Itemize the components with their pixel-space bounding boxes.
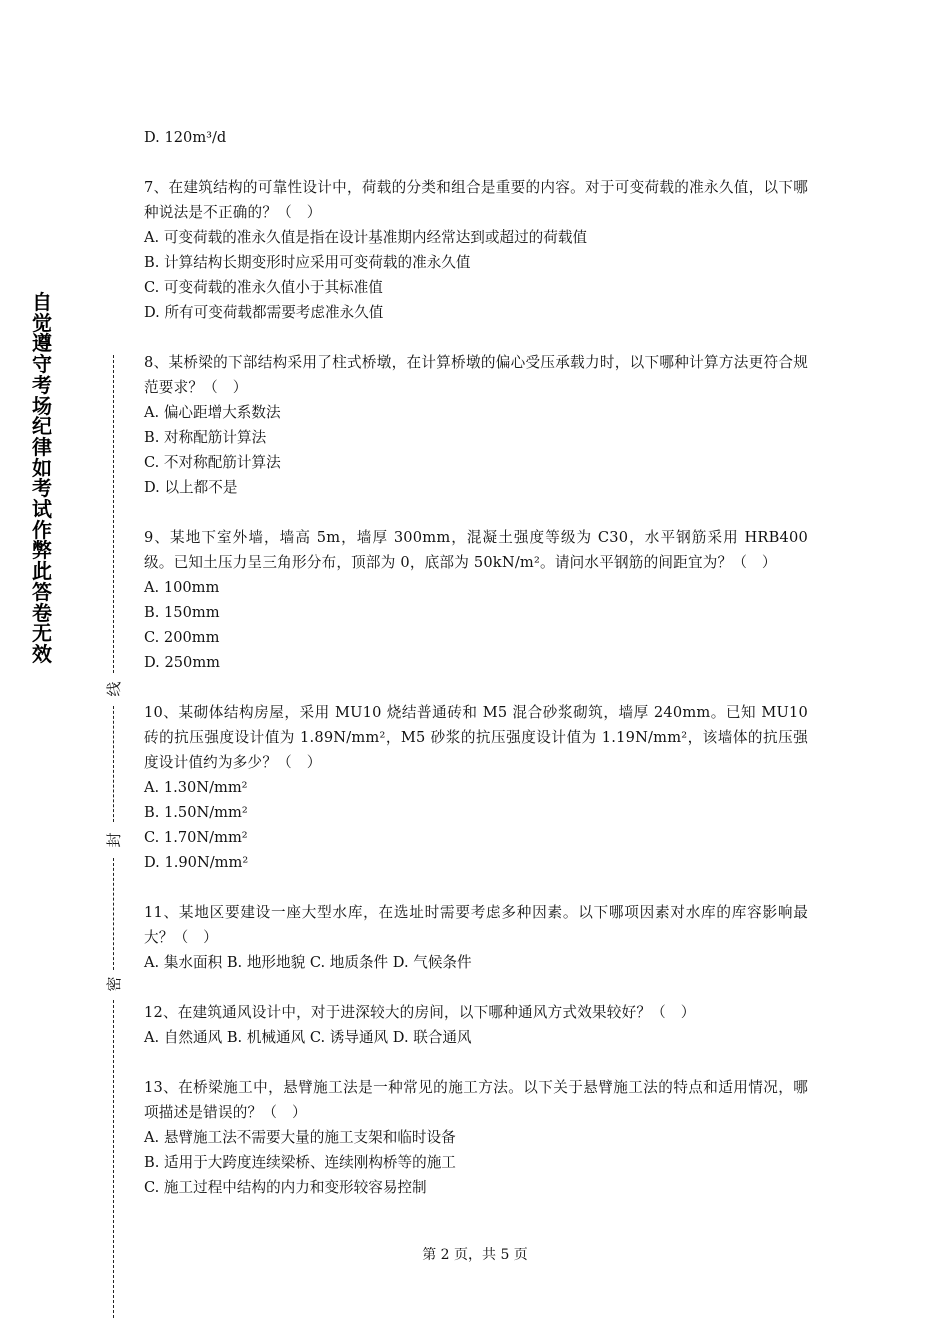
question-9 — [144, 525, 808, 675]
question-stem: 12、在建筑通风设计中，对于进深较大的房间，以下哪种通风方式效果较好？（ ） — [144, 1004, 696, 1021]
question-11 — [144, 900, 808, 975]
option-b: B. 对称配筋计算法 — [144, 429, 267, 446]
question-stem: 11、某地区要建设一座大型水库，在选址时需要考虑多种因素。以下哪项因素对水库的库容影响最大？（ ） — [144, 904, 808, 946]
seal-line-label-mi: 密 — [105, 976, 123, 992]
option-b: B. 计算结构长期变形时应采用可变荷载的准永久值 — [144, 254, 471, 271]
option-d: D. 所有可变荷载都需要考虑准永久值 — [144, 304, 384, 321]
page-number: 第 2 页，共 5 页 — [422, 1247, 528, 1263]
option-d: D. 250mm — [144, 654, 220, 671]
option-c: C. 200mm — [144, 629, 220, 646]
carry-over-option: D. 120m³/d — [144, 129, 227, 146]
option-a: A. 100mm — [144, 579, 220, 596]
question-13 — [144, 1075, 808, 1200]
option-c: C. 不对称配筋计算法 — [144, 454, 281, 471]
option-b: B. 1.50N/mm² — [144, 804, 248, 821]
seal-line-label-feng: 封 — [105, 832, 123, 848]
question-stem: 10、某砌体结构房屋，采用 MU10 烧结普通砖和 M5 混合砂浆砌筑，墙厚 240mm。已知 MU10 砖的抗压强度设计值为 1.89N/mm²，M5 砂浆的抗压强度设计值为 1.19N/mm²，该墙体的抗压强度设计值约为多少？（ ） — [144, 704, 808, 771]
option-c: C. 1.70N/mm² — [144, 829, 248, 846]
question-12 — [144, 1000, 808, 1050]
question-7 — [144, 175, 808, 325]
seal-line-segment — [113, 1000, 114, 1318]
option-a: A. 悬臂施工法不需要大量的施工支架和临时设备 — [144, 1129, 456, 1146]
question-stem: 8、某桥梁的下部结构采用了柱式桥墩，在计算桥墩的偏心受压承载力时，以下哪种计算方法更符合规范要求？（ ） — [144, 354, 808, 396]
option-c: C. 施工过程中结构的内力和变形较容易控制 — [144, 1179, 427, 1196]
seal-line-label-xian: 线 — [105, 681, 123, 697]
question-stem: 13、在桥梁施工中，悬臂施工法是一种常见的施工方法。以下关于悬臂施工法的特点和适用情况，哪项描述是错误的？（ ） — [144, 1079, 808, 1121]
option-a: A. 1.30N/mm² — [144, 779, 248, 796]
option-d: D. 1.90N/mm² — [144, 854, 249, 871]
question-stem: 9、某地下室外墙，墙高 5m，墙厚 300mm，混凝土强度等级为 C30，水平钢筋采用 HRB400 级。已知土压力呈三角形分布，顶部为 0，底部为 50kN/m²。请问水平钢筋的间距宜为？（ ） — [144, 529, 808, 571]
option-a: A. 偏心距增大系数法 — [144, 404, 281, 421]
option-d: D. 以上都不是 — [144, 479, 238, 496]
options-inline: A. 自然通风 B. 机械通风 C. 诱导通风 D. 联合通风 — [144, 1029, 472, 1046]
question-10 — [144, 700, 808, 875]
option-b: B. 150mm — [144, 604, 220, 621]
options-inline: A. 集水面积 B. 地形地貌 C. 地质条件 D. 气候条件 — [144, 954, 472, 971]
seal-line-segment — [113, 706, 114, 822]
option-c: C. 可变荷载的准永久值小于其标准值 — [144, 279, 383, 296]
option-b: B. 适用于大跨度连续梁桥、连续刚构桥等的施工 — [144, 1154, 456, 1171]
question-stem: 7、在建筑结构的可靠性设计中，荷载的分类和组合是重要的内容。对于可变荷载的准永久值，以下哪种说法是不正确的？（ ） — [144, 179, 808, 221]
exam-discipline-warning: 自觉遵守考场纪律如考试作弊此答卷无效 — [32, 290, 52, 666]
question-area — [144, 125, 808, 1200]
seal-line-segment — [113, 355, 114, 673]
seal-line-segment — [113, 858, 114, 970]
option-a: A. 可变荷载的准永久值是指在设计基准期内经常达到或超过的荷载值 — [144, 229, 588, 246]
question-8 — [144, 350, 808, 500]
